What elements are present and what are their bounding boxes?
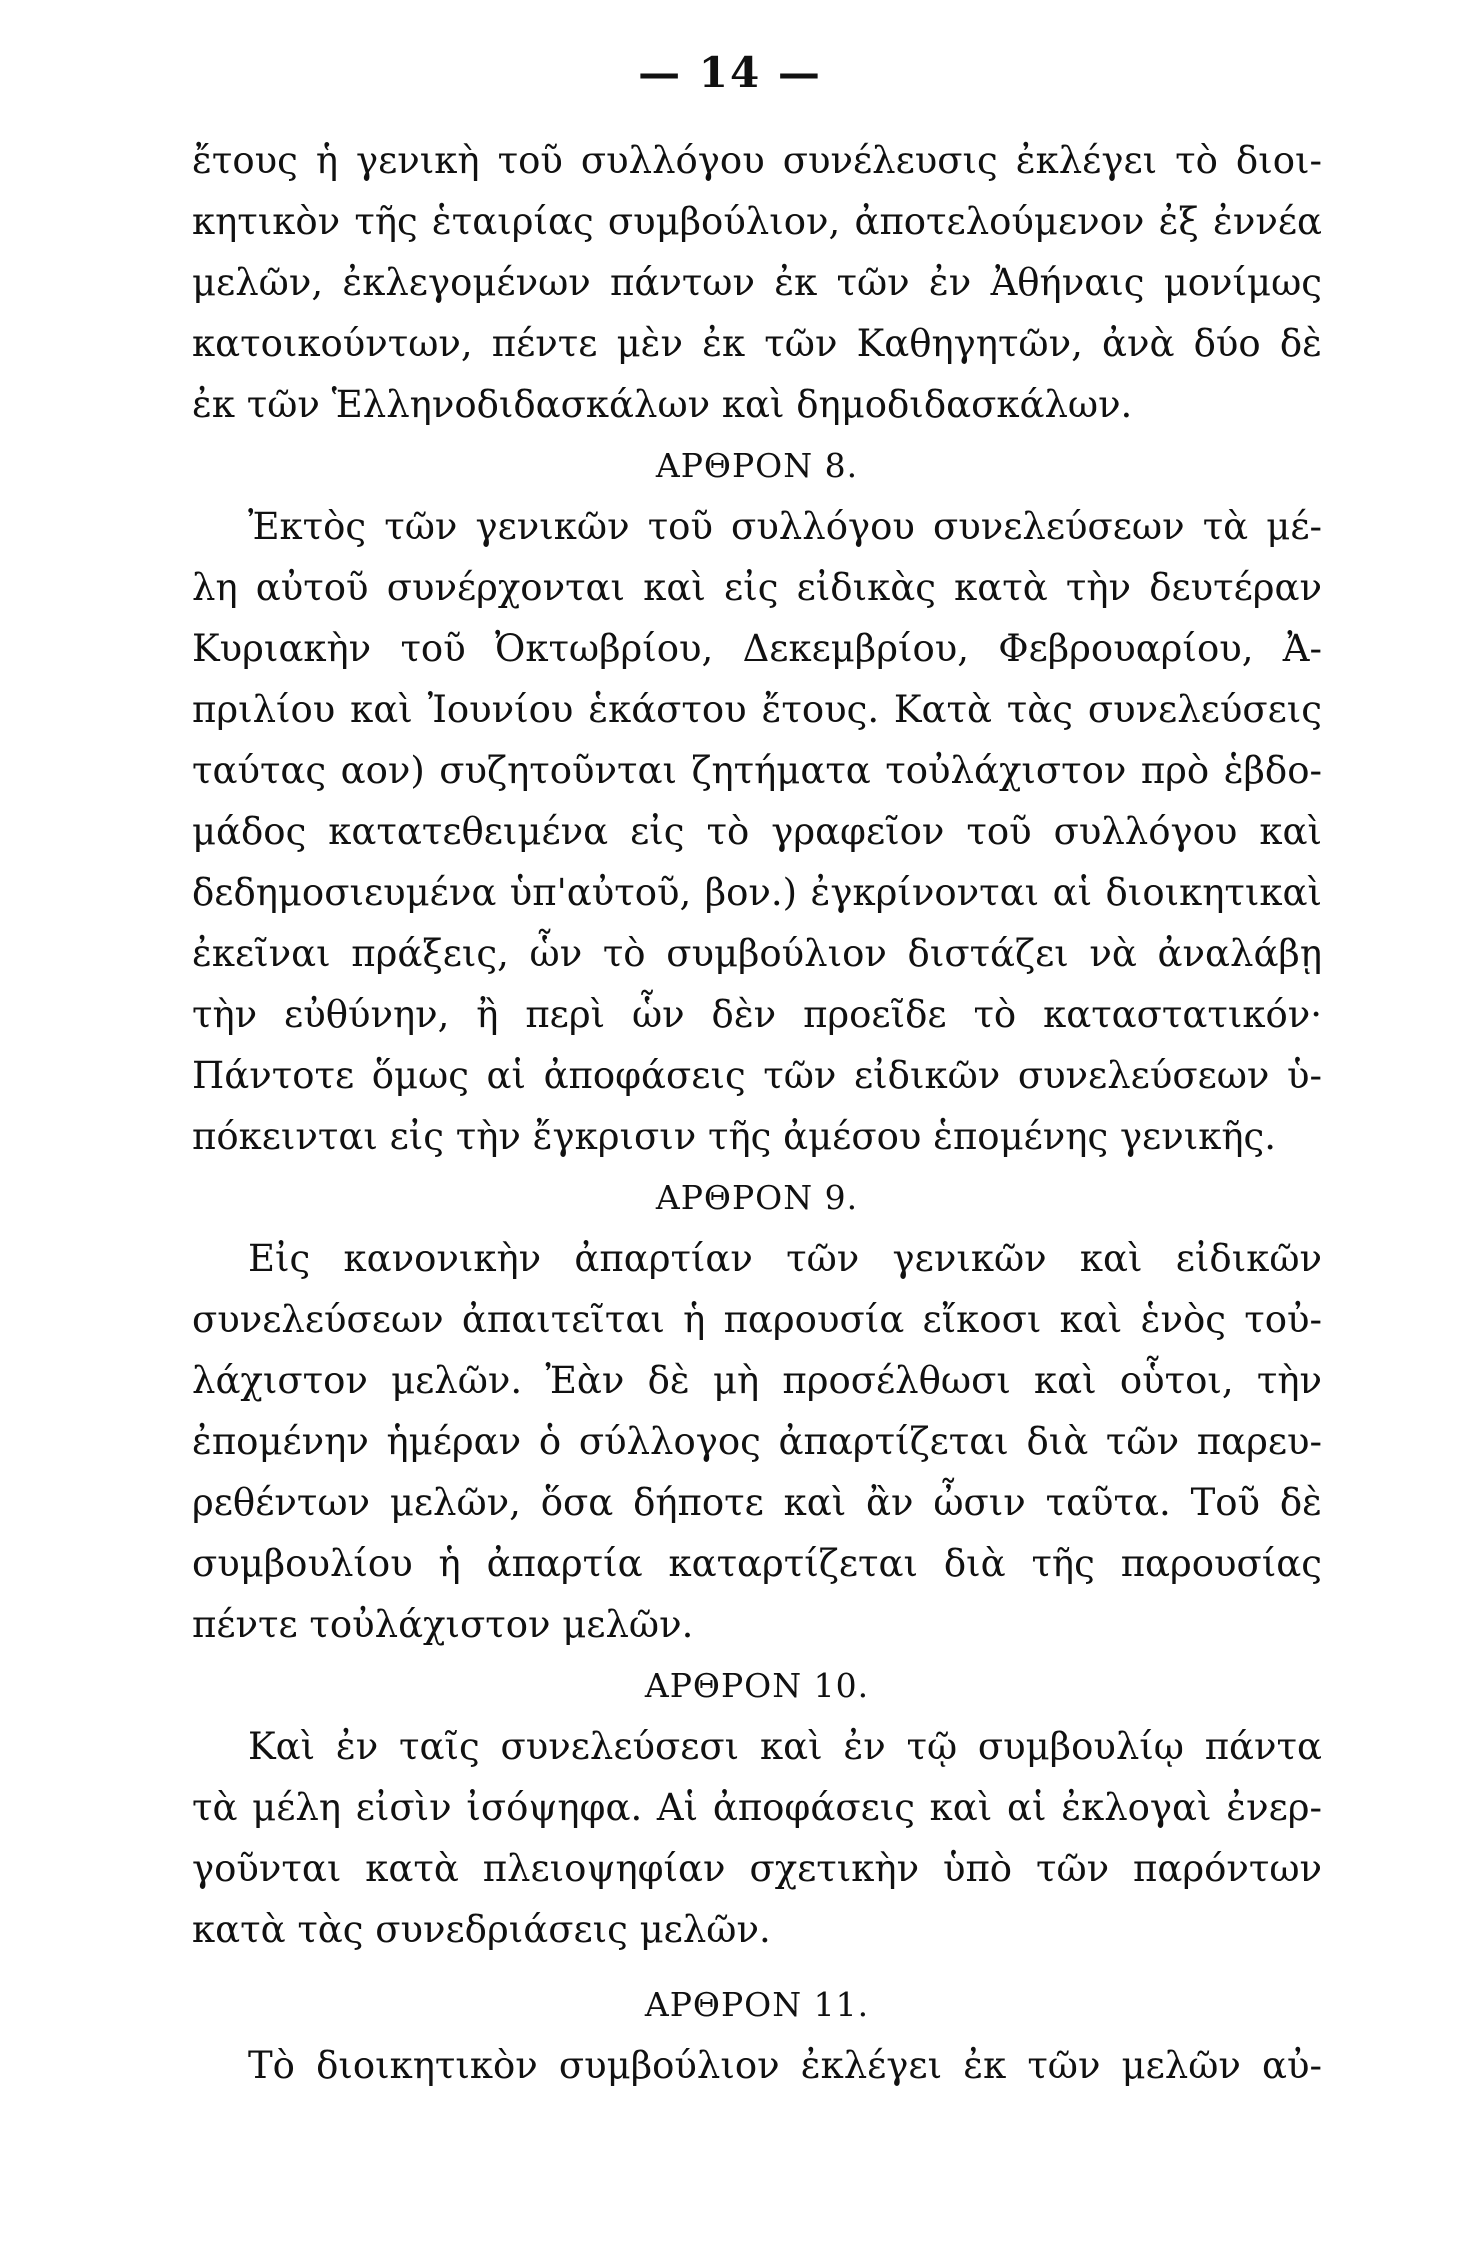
text-line: Ἐκτὸς τῶν γενικῶν τοῦ συλλόγου συνελεύσεων τὰ μέ- <box>248 505 1322 548</box>
text-line: ταύτας αον) συζητοῦνται ζητήματα τοὐλάχιστον πρὸ ἑβδο- <box>192 749 1322 792</box>
text-line: κατοικούντων, πέντε μὲν ἐκ τῶν Καθηγητῶν, ἀνὰ δύο δὲ <box>192 322 1322 365</box>
article-heading-8: ΑΡΘΡΟΝ 8. <box>655 446 859 485</box>
text-line: μελῶν, ἐκλεγομένων πάντων ἐκ τῶν ἐν Ἀθήναις μονίμως <box>192 261 1322 304</box>
text-line: δεδημοσιευμένα ὑπ'αὐτοῦ, βον.) ἐγκρίνονται αἱ διοικητικαὶ <box>192 871 1322 914</box>
page-number: — 14 — <box>638 48 822 97</box>
article-8-paragraph <box>192 496 1322 1167</box>
text-line: ρεθέντων μελῶν, ὅσα δήποτε καὶ ἂν ὦσιν ταῦτα. Τοῦ δὲ <box>192 1481 1322 1524</box>
text-line: τὰ μέλη εἰσὶν ἰσόψηφα. Αἱ ἀποφάσεις καὶ αἱ ἐκλογαὶ ἐνερ- <box>192 1786 1322 1829</box>
article-11-paragraph <box>192 2035 1322 2096</box>
text-line: Πάντοτε ὅμως αἱ ἀποφάσεις τῶν εἰδικῶν συνελεύσεων ὑ- <box>192 1054 1322 1097</box>
article-10-paragraph <box>192 1716 1322 1960</box>
paragraph-continuation <box>192 130 1322 435</box>
text-line: πέντε τοὐλάχιστον μελῶν. <box>192 1603 694 1646</box>
text-line: γοῦνται κατὰ πλειοψηφίαν σχετικὴν ὑπὸ τῶν παρόντων <box>192 1847 1322 1890</box>
article-heading-10: ΑΡΘΡΟΝ 10. <box>644 1666 870 1705</box>
text-line: μάδος κατατεθειμένα εἰς τὸ γραφεῖον τοῦ συλλόγου καὶ <box>192 810 1322 853</box>
text-line: τὴν εὐθύνην, ἢ περὶ ὧν δὲν προεῖδε τὸ καταστατικόν· <box>192 993 1322 1036</box>
text-line: ἐπομένην ἡμέραν ὁ σύλλογος ἀπαρτίζεται διὰ τῶν παρευ- <box>192 1420 1322 1463</box>
page-body <box>192 130 1322 2096</box>
text-line: συνελεύσεων ἀπαιτεῖται ἡ παρουσία εἴκοσι καὶ ἑνὸς τοὐ- <box>192 1298 1322 1341</box>
text-line: Κυριακὴν τοῦ Ὀκτωβρίου, Δεκεμβρίου, Φεβρουαρίου, Ἀ- <box>192 627 1322 670</box>
text-line: πριλίου καὶ Ἰουνίου ἑκάστου ἔτους. Κατὰ τὰς συνελεύσεις <box>192 688 1322 731</box>
spacer <box>192 1960 1322 1974</box>
text-line: Εἰς κανονικὴν ἀπαρτίαν τῶν γενικῶν καὶ εἰδικῶν <box>248 1237 1322 1280</box>
text-line: Τὸ διοικητικὸν συμβούλιον ἐκλέγει ἐκ τῶν μελῶν αὐ- <box>248 2044 1322 2087</box>
text-line: λάχιστον μελῶν. Ἐὰν δὲ μὴ προσέλθωσι καὶ οὗτοι, τὴν <box>192 1359 1322 1402</box>
text-line: κητικὸν τῆς ἑταιρίας συμβούλιον, ἀποτελούμενον ἐξ ἐννέα <box>192 200 1322 243</box>
text-line: συμβουλίου ἡ ἀπαρτία καταρτίζεται διὰ τῆς παρουσίας <box>192 1542 1322 1585</box>
text-line: λη αὐτοῦ συνέρχονται καὶ εἰς εἰδικὰς κατὰ τὴν δευτέραν <box>192 566 1322 609</box>
text-line: ἔτους ἡ γενικὴ τοῦ συλλόγου συνέλευσις ἐκλέγει τὸ διοι- <box>192 139 1322 182</box>
text-line: κατὰ τὰς συνεδριάσεις μελῶν. <box>192 1908 771 1951</box>
article-heading-11: ΑΡΘΡΟΝ 11. <box>644 1985 870 2024</box>
article-9-paragraph <box>192 1228 1322 1655</box>
text-line: ἐκ τῶν Ἑλληνοδιδασκάλων καὶ δημοδιδασκάλων. <box>192 383 1133 426</box>
text-line: Καὶ ἐν ταῖς συνελεύσεσι καὶ ἐν τῷ συμβουλίῳ πάντα <box>248 1725 1322 1768</box>
text-line: ἐκεῖναι πράξεις, ὧν τὸ συμβούλιον διστάζει νὰ ἀναλάβῃ <box>192 932 1322 975</box>
article-heading-9: ΑΡΘΡΟΝ 9. <box>655 1178 859 1217</box>
text-line: πόκεινται εἰς τὴν ἔγκρισιν τῆς ἀμέσου ἑπομένης γενικῆς. <box>192 1115 1277 1158</box>
